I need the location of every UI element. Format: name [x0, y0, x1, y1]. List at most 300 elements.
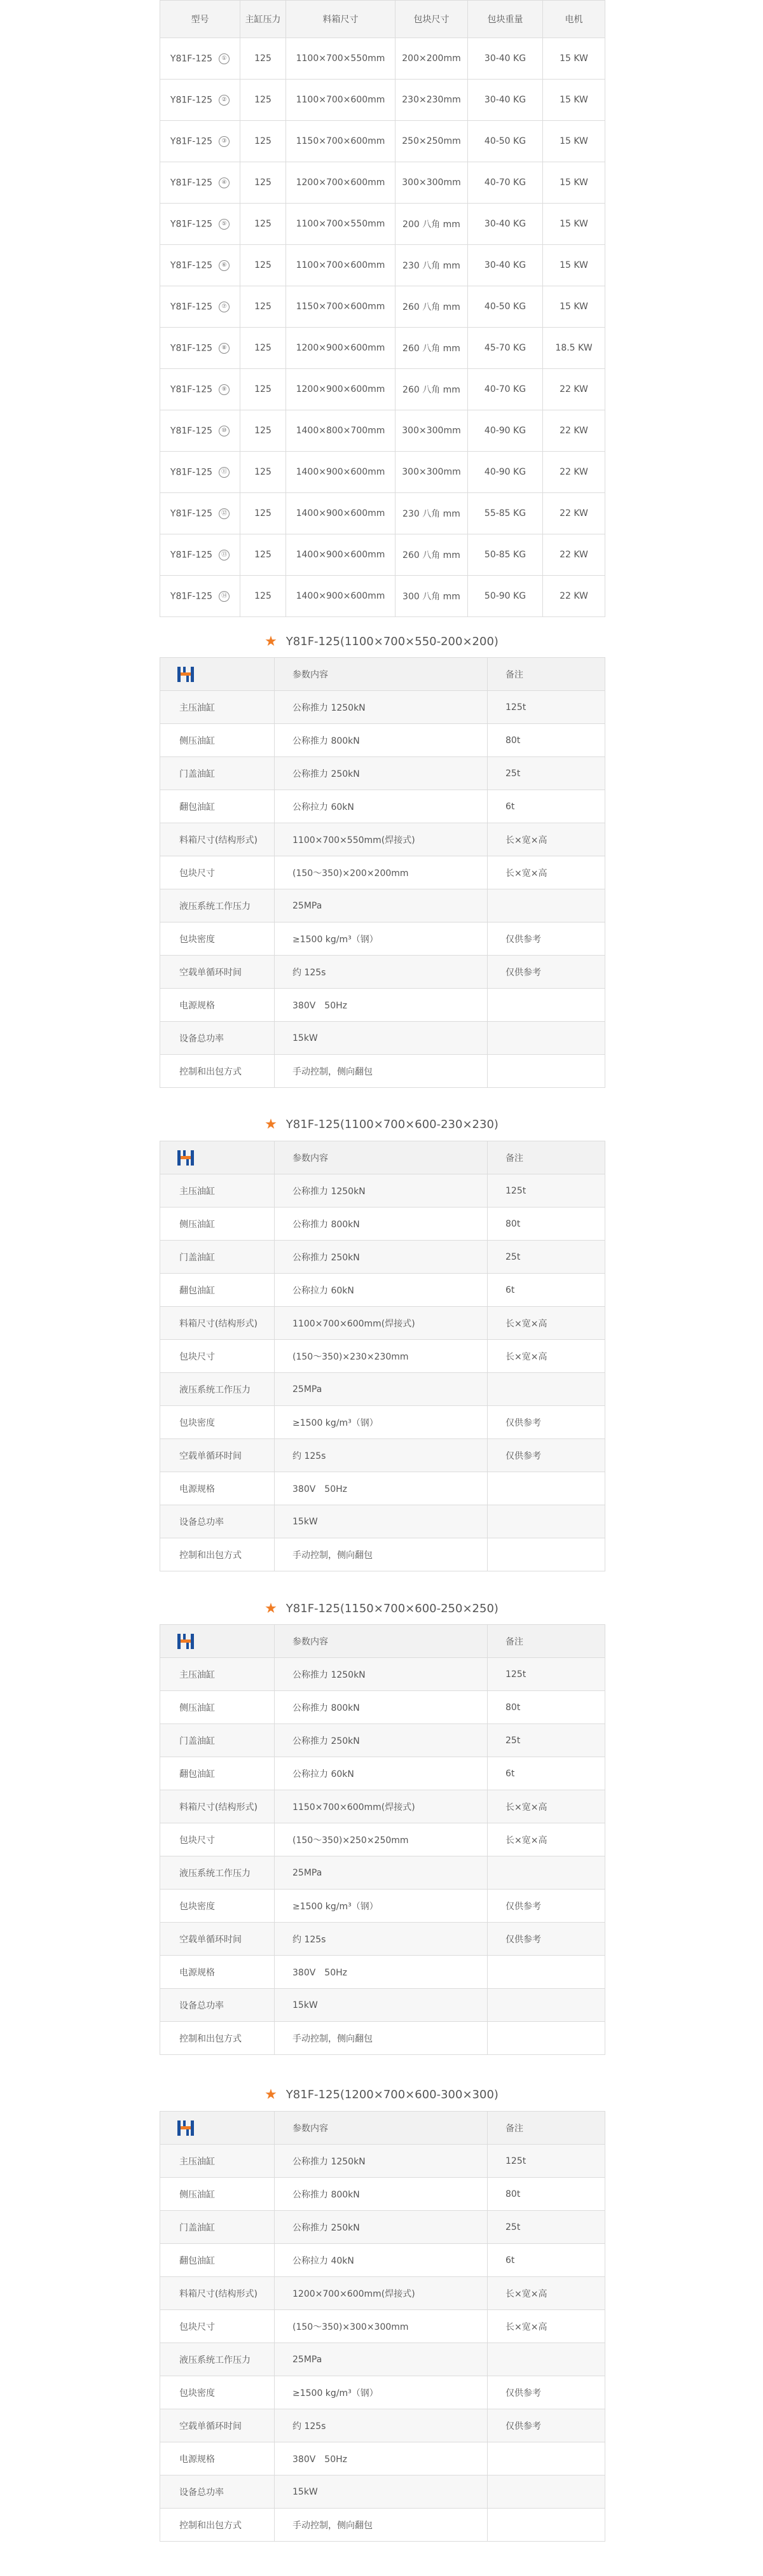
param-note: 仅供参考 — [488, 2376, 605, 2409]
param-value: (150～350)×300×300mm — [275, 2310, 488, 2343]
model-cell — [160, 286, 240, 328]
param-name: 侧压油缸 — [160, 1691, 275, 1724]
header-notes: 备注 — [488, 2112, 605, 2145]
param-name: 门盖油缸 — [160, 757, 275, 790]
bale-size-cell: 230 八角 mm — [395, 493, 468, 534]
spec-row — [160, 2145, 605, 2178]
header-cell: 型号 — [160, 1, 240, 38]
model-number-badge: ④ — [219, 178, 230, 188]
param-value: 15kW — [275, 1022, 488, 1055]
param-value: 公称推力 800kN — [275, 724, 488, 757]
pressure-cell: 125 — [240, 410, 286, 452]
bale-weight-cell: 55-85 KG — [468, 493, 543, 534]
param-note — [488, 1022, 605, 1055]
spec-row — [160, 1757, 605, 1790]
param-value: 15kW — [275, 1989, 488, 2022]
header-cell: 主缸压力 — [240, 1, 286, 38]
param-name: 空载单循环时间 — [160, 1439, 275, 1472]
bale-size-cell: 230×230mm — [395, 80, 468, 121]
bale-weight-cell: 50-90 KG — [468, 576, 543, 617]
bale-size-cell: 260 八角 mm — [395, 534, 468, 576]
param-value: 约 125s — [275, 956, 488, 989]
param-name: 空载单循环时间 — [160, 2409, 275, 2442]
param-value: 公称推力 800kN — [275, 2178, 488, 2211]
spec-row — [160, 1406, 605, 1439]
param-note: 仅供参考 — [488, 1890, 605, 1923]
param-value: 手动控制，侧向翻包 — [275, 1538, 488, 1571]
param-name: 控制和出包方式 — [160, 1538, 275, 1571]
bale-size-cell: 260 八角 mm — [395, 369, 468, 410]
param-note: 6t — [488, 1274, 605, 1307]
param-value: 公称推力 800kN — [275, 1208, 488, 1241]
param-note: 80t — [488, 1691, 605, 1724]
param-name: 主压油缸 — [160, 1174, 275, 1208]
spec-row — [160, 757, 605, 790]
box-size-cell: 1200×700×600mm — [286, 162, 395, 204]
param-name: 控制和出包方式 — [160, 2509, 275, 2542]
model-number-badge: ⑦ — [219, 302, 230, 312]
param-name: 主压油缸 — [160, 2145, 275, 2178]
model-cell — [160, 80, 240, 121]
star-icon: ★ — [265, 2086, 277, 2103]
bale-weight-cell: 40-90 KG — [468, 452, 543, 493]
box-size-cell: 1400×900×600mm — [286, 452, 395, 493]
section-title — [0, 629, 763, 654]
param-note: 80t — [488, 1208, 605, 1241]
section-title-text: Y81F-125(1150×700×600-250×250) — [285, 1601, 498, 1615]
spec-row — [160, 1340, 605, 1373]
param-note: 长×宽×高 — [488, 1823, 605, 1856]
star-icon: ★ — [265, 633, 277, 650]
pressure-cell: 125 — [240, 452, 286, 493]
param-note — [488, 1989, 605, 2022]
param-value: 15kW — [275, 2475, 488, 2509]
table-row — [160, 452, 605, 493]
model-number-badge: ⑪ — [219, 467, 230, 478]
bale-size-cell: 260 八角 mm — [395, 286, 468, 328]
models-table — [160, 0, 605, 617]
motor-cell: 22 KW — [543, 410, 605, 452]
bale-size-cell: 300×300mm — [395, 162, 468, 204]
model-number-badge: ⑥ — [219, 260, 230, 271]
param-note: 长×宽×高 — [488, 856, 605, 889]
param-name: 液压系统工作压力 — [160, 1373, 275, 1406]
param-value: 公称推力 250kN — [275, 2211, 488, 2244]
star-icon: ★ — [265, 1600, 277, 1617]
param-name: 翻包油缸 — [160, 1757, 275, 1790]
param-value: 25MPa — [275, 1856, 488, 1890]
spec-row — [160, 1724, 605, 1757]
section-title-text: Y81F-125(1100×700×550-200×200) — [285, 634, 498, 648]
param-value: 25MPa — [275, 2343, 488, 2376]
model-name: Y81F-125 — [170, 136, 213, 146]
param-name: 侧压油缸 — [160, 1208, 275, 1241]
spec-row — [160, 2509, 605, 2542]
spec-row — [160, 1055, 605, 1088]
model-name: Y81F-125 — [170, 219, 213, 229]
motor-cell: 15 KW — [543, 80, 605, 121]
spec-row — [160, 2343, 605, 2376]
param-value: 约 125s — [275, 2409, 488, 2442]
spec-row — [160, 691, 605, 724]
param-value: 公称拉力 60kN — [275, 1757, 488, 1790]
spec-row — [160, 889, 605, 922]
spec-row — [160, 856, 605, 889]
param-name: 包块密度 — [160, 2376, 275, 2409]
spec-row — [160, 1823, 605, 1856]
pressure-cell: 125 — [240, 121, 286, 162]
spec-table-header — [160, 1625, 605, 1658]
model-number-badge: ⑧ — [219, 343, 230, 354]
model-cell — [160, 410, 240, 452]
bale-size-cell: 300×300mm — [395, 410, 468, 452]
param-name: 门盖油缸 — [160, 1241, 275, 1274]
model-cell — [160, 493, 240, 534]
table-row — [160, 121, 605, 162]
spec-row — [160, 1274, 605, 1307]
param-note: 仅供参考 — [488, 1406, 605, 1439]
param-note — [488, 2509, 605, 2542]
box-size-cell: 1400×900×600mm — [286, 534, 395, 576]
param-note — [488, 2475, 605, 2509]
param-note — [488, 2022, 605, 2055]
param-note: 25t — [488, 1241, 605, 1274]
logo-cell — [160, 658, 275, 691]
param-name: 料箱尺寸(结构形式) — [160, 1790, 275, 1823]
spec-row — [160, 1658, 605, 1691]
spec-table — [160, 1624, 605, 2055]
model-cell — [160, 121, 240, 162]
pressure-cell: 125 — [240, 38, 286, 80]
table-row — [160, 369, 605, 410]
param-note: 6t — [488, 790, 605, 823]
spec-row — [160, 2178, 605, 2211]
spec-row — [160, 2475, 605, 2509]
spec-row — [160, 989, 605, 1022]
param-value: 约 125s — [275, 1923, 488, 1956]
model-cell — [160, 369, 240, 410]
model-number-badge: ⑬ — [219, 550, 230, 560]
param-value: 手动控制，侧向翻包 — [275, 2022, 488, 2055]
param-value: 公称拉力 60kN — [275, 790, 488, 823]
section-title-text: Y81F-125(1100×700×600-230×230) — [285, 1117, 498, 1131]
company-logo-icon — [175, 664, 196, 685]
motor-cell: 22 KW — [543, 369, 605, 410]
motor-cell: 15 KW — [543, 286, 605, 328]
motor-cell: 15 KW — [543, 245, 605, 286]
spec-row — [160, 1505, 605, 1538]
model-cell — [160, 38, 240, 80]
param-name: 电源规格 — [160, 1956, 275, 1989]
model-cell — [160, 534, 240, 576]
motor-cell: 15 KW — [543, 121, 605, 162]
param-value: ≥1500 kg/m³（钢） — [275, 922, 488, 956]
model-cell — [160, 204, 240, 245]
param-note — [488, 1472, 605, 1505]
bale-weight-cell: 50-85 KG — [468, 534, 543, 576]
param-note: 125t — [488, 2145, 605, 2178]
header-cell: 电机 — [543, 1, 605, 38]
bale-weight-cell: 30-40 KG — [468, 204, 543, 245]
model-name: Y81F-125 — [170, 550, 213, 560]
param-name: 门盖油缸 — [160, 2211, 275, 2244]
model-cell — [160, 452, 240, 493]
model-number-badge: ③ — [219, 136, 230, 147]
param-note: 仅供参考 — [488, 956, 605, 989]
table-row — [160, 493, 605, 534]
param-name: 电源规格 — [160, 989, 275, 1022]
param-value: 公称推力 250kN — [275, 1724, 488, 1757]
param-name: 包块尺寸 — [160, 856, 275, 889]
param-value: (150～350)×230×230mm — [275, 1340, 488, 1373]
param-value: 25MPa — [275, 1373, 488, 1406]
param-name: 电源规格 — [160, 2442, 275, 2475]
param-value: 公称推力 250kN — [275, 757, 488, 790]
param-value: 公称推力 1250kN — [275, 2145, 488, 2178]
section-title — [0, 1596, 763, 1621]
param-note: 25t — [488, 1724, 605, 1757]
param-value: ≥1500 kg/m³（钢） — [275, 2376, 488, 2409]
spec-row — [160, 2277, 605, 2310]
spec-row — [160, 2310, 605, 2343]
param-name: 包块密度 — [160, 1890, 275, 1923]
section-title-text: Y81F-125(1200×700×600-300×300) — [285, 2087, 498, 2101]
param-value: 公称拉力 60kN — [275, 1274, 488, 1307]
logo-cell — [160, 1625, 275, 1658]
bale-weight-cell: 40-70 KG — [468, 369, 543, 410]
param-name: 门盖油缸 — [160, 1724, 275, 1757]
spec-table-header — [160, 1141, 605, 1174]
model-name: Y81F-125 — [170, 384, 213, 394]
param-name: 电源规格 — [160, 1472, 275, 1505]
param-note: 仅供参考 — [488, 922, 605, 956]
pressure-cell: 125 — [240, 245, 286, 286]
spec-row — [160, 790, 605, 823]
spec-table-header — [160, 2112, 605, 2145]
model-number-badge: ⑩ — [219, 426, 230, 436]
param-note: 80t — [488, 2178, 605, 2211]
param-name: 料箱尺寸(结构形式) — [160, 2277, 275, 2310]
param-name: 包块密度 — [160, 922, 275, 956]
box-size-cell: 1100×700×550mm — [286, 204, 395, 245]
pressure-cell: 125 — [240, 534, 286, 576]
motor-cell: 22 KW — [543, 576, 605, 617]
bale-size-cell: 230 八角 mm — [395, 245, 468, 286]
param-value: 1100×700×550mm(焊接式) — [275, 823, 488, 856]
model-number-badge: ① — [219, 53, 230, 64]
param-note: 仅供参考 — [488, 1923, 605, 1956]
model-name: Y81F-125 — [170, 467, 213, 477]
spec-row — [160, 1022, 605, 1055]
pressure-cell: 125 — [240, 369, 286, 410]
param-value: 1150×700×600mm(焊接式) — [275, 1790, 488, 1823]
param-name: 设备总功率 — [160, 1989, 275, 2022]
spec-row — [160, 1890, 605, 1923]
model-number-badge: ⑭ — [219, 591, 230, 602]
pressure-cell: 125 — [240, 576, 286, 617]
pressure-cell: 125 — [240, 493, 286, 534]
model-cell — [160, 328, 240, 369]
motor-cell: 22 KW — [543, 534, 605, 576]
spec-row — [160, 1174, 605, 1208]
param-value: 380V 50Hz — [275, 1472, 488, 1505]
spec-row — [160, 1538, 605, 1571]
param-name: 空载单循环时间 — [160, 1923, 275, 1956]
spec-row — [160, 1956, 605, 1989]
spec-row — [160, 1373, 605, 1406]
param-note — [488, 1856, 605, 1890]
param-note — [488, 1538, 605, 1571]
section-title — [0, 1111, 763, 1137]
model-name: Y81F-125 — [170, 260, 213, 270]
pressure-cell: 125 — [240, 286, 286, 328]
param-note: 25t — [488, 757, 605, 790]
model-name: Y81F-125 — [170, 53, 213, 64]
spec-row — [160, 1923, 605, 1956]
box-size-cell: 1400×900×600mm — [286, 576, 395, 617]
spec-row — [160, 1989, 605, 2022]
motor-cell: 15 KW — [543, 38, 605, 80]
param-name: 料箱尺寸(结构形式) — [160, 1307, 275, 1340]
param-note: 6t — [488, 1757, 605, 1790]
spec-row — [160, 1241, 605, 1274]
model-name: Y81F-125 — [170, 508, 213, 519]
param-value: 380V 50Hz — [275, 2442, 488, 2475]
param-note — [488, 1956, 605, 1989]
spec-table — [160, 657, 605, 1088]
model-name: Y81F-125 — [170, 426, 213, 436]
param-value: 380V 50Hz — [275, 1956, 488, 1989]
param-name: 包块尺寸 — [160, 2310, 275, 2343]
param-note: 80t — [488, 724, 605, 757]
bale-weight-cell: 30-40 KG — [468, 245, 543, 286]
param-value: 手动控制，侧向翻包 — [275, 1055, 488, 1088]
star-icon: ★ — [265, 1116, 277, 1132]
spec-row — [160, 1790, 605, 1823]
param-note: 长×宽×高 — [488, 2277, 605, 2310]
spec-row — [160, 2409, 605, 2442]
param-name: 包块密度 — [160, 1406, 275, 1439]
header-params: 参数内容 — [275, 2112, 488, 2145]
param-name: 液压系统工作压力 — [160, 889, 275, 922]
param-note: 125t — [488, 1174, 605, 1208]
param-note — [488, 1055, 605, 1088]
spec-row — [160, 1691, 605, 1724]
param-value: 1200×700×600mm(焊接式) — [275, 2277, 488, 2310]
param-name: 液压系统工作压力 — [160, 2343, 275, 2376]
spec-row — [160, 1307, 605, 1340]
table-row — [160, 245, 605, 286]
model-number-badge: ⑤ — [219, 219, 230, 230]
bale-size-cell: 250×250mm — [395, 121, 468, 162]
pressure-cell: 125 — [240, 204, 286, 245]
model-number-badge: ⑫ — [219, 508, 230, 519]
param-value: 公称推力 1250kN — [275, 1174, 488, 1208]
table-row — [160, 80, 605, 121]
spec-row — [160, 2211, 605, 2244]
motor-cell: 15 KW — [543, 204, 605, 245]
param-note — [488, 2343, 605, 2376]
param-note: 长×宽×高 — [488, 823, 605, 856]
company-logo-icon — [175, 1631, 196, 1652]
box-size-cell: 1100×700×600mm — [286, 245, 395, 286]
param-note: 仅供参考 — [488, 1439, 605, 1472]
param-value: 约 125s — [275, 1439, 488, 1472]
param-note: 长×宽×高 — [488, 1340, 605, 1373]
param-note: 长×宽×高 — [488, 1307, 605, 1340]
param-note: 长×宽×高 — [488, 2310, 605, 2343]
param-note: 125t — [488, 691, 605, 724]
spec-row — [160, 1208, 605, 1241]
motor-cell: 22 KW — [543, 493, 605, 534]
table-row — [160, 162, 605, 204]
model-name: Y81F-125 — [170, 178, 213, 188]
pressure-cell: 125 — [240, 80, 286, 121]
model-cell — [160, 162, 240, 204]
param-name: 包块尺寸 — [160, 1823, 275, 1856]
param-value: 1100×700×600mm(焊接式) — [275, 1307, 488, 1340]
bale-size-cell: 200×200mm — [395, 38, 468, 80]
param-note: 6t — [488, 2244, 605, 2277]
param-name: 侧压油缸 — [160, 2178, 275, 2211]
param-value: 380V 50Hz — [275, 989, 488, 1022]
param-name: 翻包油缸 — [160, 2244, 275, 2277]
param-value: 公称推力 800kN — [275, 1691, 488, 1724]
bale-size-cell: 300×300mm — [395, 452, 468, 493]
header-params: 参数内容 — [275, 658, 488, 691]
spec-row — [160, 2376, 605, 2409]
param-note: 25t — [488, 2211, 605, 2244]
param-note — [488, 989, 605, 1022]
box-size-cell: 1150×700×600mm — [286, 121, 395, 162]
spec-row — [160, 956, 605, 989]
table-row — [160, 576, 605, 617]
spec-row — [160, 1472, 605, 1505]
param-value: 公称推力 1250kN — [275, 691, 488, 724]
param-name: 设备总功率 — [160, 1022, 275, 1055]
table-row — [160, 534, 605, 576]
model-cell — [160, 245, 240, 286]
param-note — [488, 889, 605, 922]
spec-row — [160, 2442, 605, 2475]
bale-weight-cell: 40-70 KG — [468, 162, 543, 204]
model-name: Y81F-125 — [170, 302, 213, 312]
param-value: 手动控制，侧向翻包 — [275, 2509, 488, 2542]
motor-cell: 15 KW — [543, 162, 605, 204]
bale-weight-cell: 40-50 KG — [468, 286, 543, 328]
param-name: 液压系统工作压力 — [160, 1856, 275, 1890]
param-name: 空载单循环时间 — [160, 956, 275, 989]
header-notes: 备注 — [488, 1141, 605, 1174]
spec-table — [160, 2111, 605, 2542]
spec-row — [160, 1439, 605, 1472]
param-name: 主压油缸 — [160, 1658, 275, 1691]
param-value: (150～350)×250×250mm — [275, 1823, 488, 1856]
param-value: 公称推力 1250kN — [275, 1658, 488, 1691]
motor-cell: 22 KW — [543, 452, 605, 493]
logo-cell — [160, 1141, 275, 1174]
param-note — [488, 1373, 605, 1406]
param-name: 料箱尺寸(结构形式) — [160, 823, 275, 856]
box-size-cell: 1400×900×600mm — [286, 493, 395, 534]
header-params: 参数内容 — [275, 1141, 488, 1174]
table-row — [160, 204, 605, 245]
bale-weight-cell: 45-70 KG — [468, 328, 543, 369]
model-cell — [160, 576, 240, 617]
param-value: 公称推力 250kN — [275, 1241, 488, 1274]
param-name: 设备总功率 — [160, 1505, 275, 1538]
spec-row — [160, 2022, 605, 2055]
